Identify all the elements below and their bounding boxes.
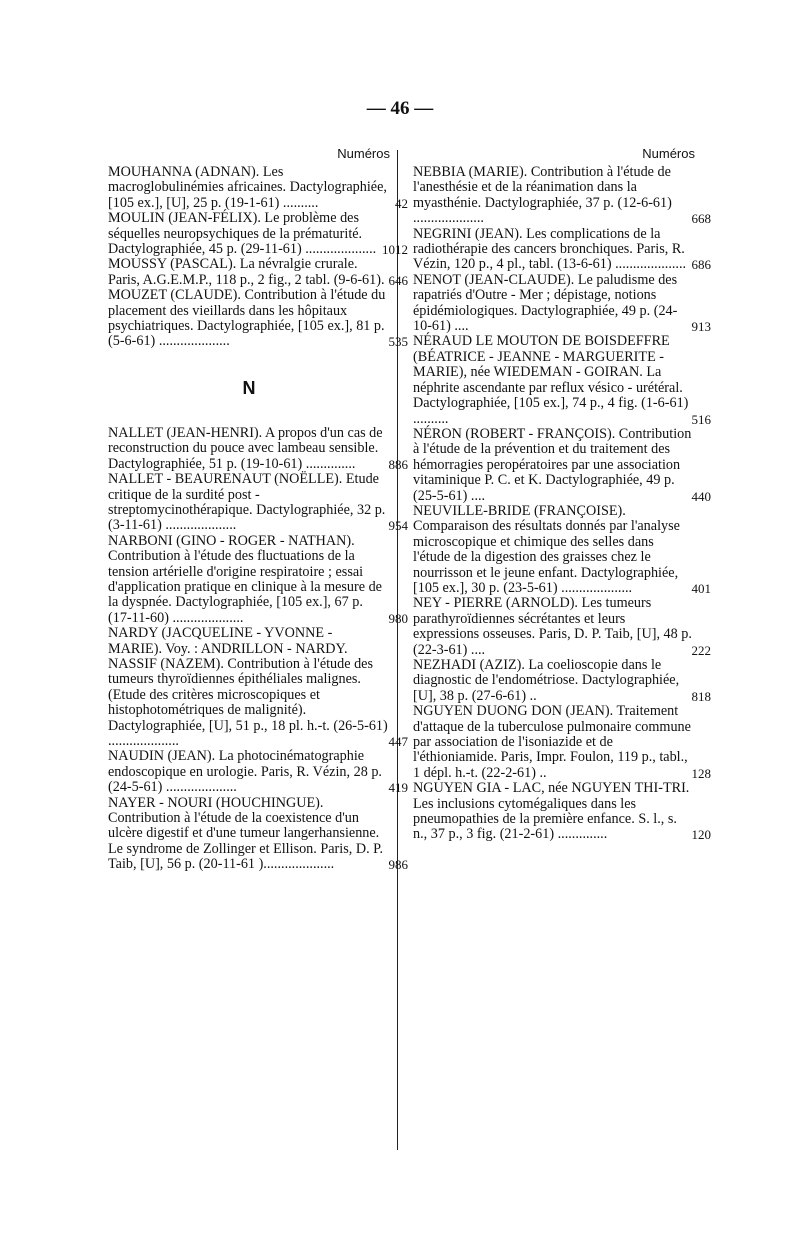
entry-number: 447 xyxy=(388,734,408,749)
list-item: NÉRAUD LE MOUTON DE BOISDEFFRE (BÉATRICE - JEANNE - MARGUERITE - MARIE), née WIEDEMAN - GOIRAN. La néphrite ascendante par reflux vésico - urétéral. Dactylographiée, [105 ex.], 74 p., 4 fig. (1-6-61) .......... 516 xyxy=(413,333,711,427)
list-item: NGUYEN DUONG DON (JEAN). Traitement d'attaque de la tuberculose pulmonaire commune par association de l'isoniazide et de l'éthioniamide. Paris, Impr. Foulon, 119 p., tabl., 1 dépl. h.-t. (22-2-61) .. 128 xyxy=(413,703,711,781)
entry-number: 222 xyxy=(691,642,711,658)
list-item: MOUSSY (PASCAL). La névralgie crurale. Paris, A.G.E.M.P., 118 p., 2 fig., 2 tabl. (9-6-61). 646 xyxy=(108,256,408,288)
entry-number: 686 xyxy=(691,257,711,273)
entry-list-m xyxy=(108,164,408,350)
right-column-header: Numéros xyxy=(642,146,695,161)
entry-number: 120 xyxy=(691,827,711,843)
list-item: NASSIF (NAZEM). Contribution à l'étude des tumeurs thyroïdiennes épithéliales malignes. (Etude des critères microscopiques et histophotométriques de malignité). Dactylographiée, [U], 51 p., 18 pl. h.-t. (26-5-61) .................... 447 xyxy=(108,655,408,749)
list-item: MOUZET (CLAUDE). Contribution à l'étude du placement des vieillards dans les hôpitaux psychiatriques. Dactylographiée, [105 ex.], 81 p. (5-6-61) .................... 535 xyxy=(108,287,408,350)
entry-list-right xyxy=(413,164,711,843)
list-item: MOUHANNA (ADNAN). Les macroglobulinémies africaines. Dactylographiée, [105 ex.], [U], 25 p. (19-1-61) .......... 42 xyxy=(108,164,408,211)
list-item: NGUYEN GIA - LAC, née NGUYEN THI-TRI. Les inclusions cytomégaliques dans les pneumopathies de la première enfance. S. l., s. n., 37 p., 3 fig. (21-2-61) .............. 120 xyxy=(413,780,711,843)
entry-number: 440 xyxy=(691,488,711,504)
page-number: — 46 — xyxy=(366,98,434,119)
entry-number: 913 xyxy=(691,319,711,335)
list-item: NEBBIA (MARIE). Contribution à l'étude de l'anesthésie et de la réanimation dans la myasthénie. Dactylographiée, 37 p. (12-6-61) .................... 668 xyxy=(413,164,711,227)
entry-number: 401 xyxy=(691,580,711,596)
list-item: NEGRINI (JEAN). Les complications de la radiothérapie des cancers bronchiques. Paris, R. Vézin, 120 p., 4 pl., tabl. (13-6-61) .................... 686 xyxy=(413,225,711,273)
entry-number: 128 xyxy=(691,765,711,781)
list-item: NALLET (JEAN-HENRI). A propos d'un cas de reconstruction du pouce avec lambeau sensible. Dactylographiée, 51 p. (19-10-61) .............. 886 xyxy=(108,424,408,472)
list-item: NEZHADI (AZIZ). La coelioscopie dans le diagnostic de l'endométriose. Dactylographiée, [U], 38 p. (27-6-61) .. 818 xyxy=(413,657,711,704)
entry-number: 668 xyxy=(691,211,711,227)
entry-number: 986 xyxy=(388,857,408,873)
entry-number: 535 xyxy=(388,334,408,350)
entry-number: 818 xyxy=(691,688,711,704)
list-item: NEY - PIERRE (ARNOLD). Les tumeurs parathyroïdiennes sécrétantes et leurs expressions osseuses. Paris, D. P. Taib, [U], 48 p. (22-3-61) .... 222 xyxy=(413,595,711,658)
list-item: NALLET - BEAURENAUT (NOËLLE). Etude critique de la surdité post - streptomycinothérapique. Dactylographiée, 32 p. (3-11-61) .................... 954 xyxy=(108,471,408,534)
entry-number: 980 xyxy=(388,610,408,626)
list-item: NARBONI (GINO - ROGER - NATHAN). Contribution à l'étude des fluctuations de la tension artérielle d'origine respiratoire ; essai d'application pratique en clinique à la mesure de la dyspnée. Dactylographiée, [105 ex.], 67 p. (17-11-60) .................... 980 xyxy=(108,532,408,626)
list-item: NARDY (JACQUELINE - YVONNE - MARIE). Voy. : ANDRILLON - NARDY. xyxy=(108,625,348,657)
left-column-header: Numéros xyxy=(337,146,390,161)
list-item: NAUDIN (JEAN). La photocinématographie endoscopique en urologie. Paris, R. Vézin, 28 p. (24-5-61) .................... 419 xyxy=(108,748,408,796)
left-column xyxy=(108,143,408,873)
entry-number: 646 xyxy=(388,272,408,288)
entry-number: 419 xyxy=(388,780,408,796)
column-divider xyxy=(397,150,398,1150)
list-item: NENOT (JEAN-CLAUDE). Le paludisme des rapatriés d'Outre - Mer ; dépistage, notions épidémiologiques. Dactylographiée, 49 p. (24-10-61) .... 913 xyxy=(413,271,711,335)
entry-number: 886 xyxy=(388,456,408,472)
list-item: NÉRON (ROBERT - FRANÇOIS). Contribution à l'étude de la prévention et du traitement des hémorragies peropératoires par une association vitaminique P. C. et K. Dactylographiée, 49 p. (25-5-61) .... 440 xyxy=(413,425,711,504)
entry-list-n xyxy=(108,424,408,873)
entry-number: 954 xyxy=(388,518,408,534)
right-column xyxy=(413,143,711,843)
list-item: MOULIN (JEAN-FÉLIX). Le problème des séquelles neuropsychiques de la prématurité. Dactylographiée, 45 p. (29-11-61) .................... 1012 xyxy=(108,210,408,258)
entry-number: 42 xyxy=(395,195,408,211)
entry-number: 516 xyxy=(691,411,711,427)
section-letter: N xyxy=(242,377,256,398)
list-item: NAYER - NOURI (HOUCHINGUE). Contribution à l'étude de la coexistence d'un ulcère digestif et d'une tumeur langerhansienne. Le syndrome de Zollinger et Ellison. Paris, D. P. Taib, [U], 56 p. (20-11-61 ).................... 986 xyxy=(108,794,408,873)
entry-number: 1012 xyxy=(382,242,408,258)
list-item: NEUVILLE-BRIDE (FRANÇOISE). Comparaison des résultats donnés par l'analyse microscopique et chimique des selles dans l'étude de la digestion des graisses chez le nourrisson et le jeune enfant. Dactylographiée, [105 ex.], 30 p. (23-5-61) .................... 401 xyxy=(413,502,711,596)
